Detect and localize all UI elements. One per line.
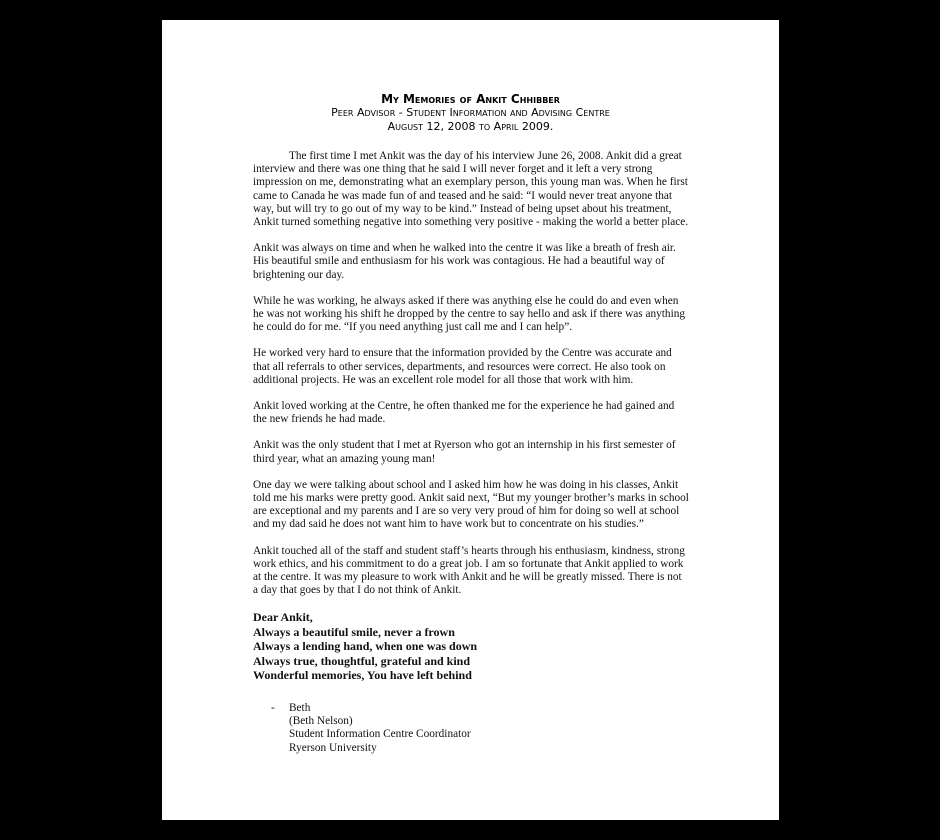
paragraph: The first time I met Ankit was the day of his interview June 26, 2008. Ankit did a great interview and there was one thing that he said I will never forget and it left a very strong impression on me, demonstrating what an exemplary person, this young man was. When he first came to Canada he was made fun of and teased and he said: “I would never treat anyone that way, but will try to go out of my way to be kind.” Instead of being upset about his treatment, Ankit turned something negative into something very positive - making the world a better place. <box>253 150 689 229</box>
document-subtitle: Peer Advisor - Student Information and Advising Centre <box>331 106 610 119</box>
document-header <box>162 92 779 134</box>
poem <box>253 610 689 683</box>
poem-line: Always a beautiful smile, never a frown <box>253 624 455 639</box>
signature-block <box>271 702 689 755</box>
paragraph: Ankit was the only student that I met at Ryerson who got an internship in his first semester of third year, what an amazing young man! <box>253 439 676 465</box>
poem-line: Always a lending hand, when one was down <box>253 639 478 654</box>
document-dates: August 12, 2008 to April 2009. <box>387 120 554 133</box>
poem-line: Always true, thoughtful, grateful and kind <box>253 653 471 668</box>
poem-line: Dear Ankit, <box>253 610 313 625</box>
signature-line: Student Information Centre Coordinator <box>289 728 471 741</box>
document-title: My Memories of Ankit Chhibber <box>381 92 560 106</box>
signature-dash: - <box>271 701 275 714</box>
paragraph: Ankit touched all of the staff and student staff’s hearts through his enthusiasm, kindness, strong work ethics, and his commitment to do a great job. I am so fortunate that Ankit applied to work at the centre. It was my pleasure to work with Ankit and he will be greatly missed. There is not a day that goes by that I do not think of Ankit. <box>253 544 685 597</box>
signature-line: Beth <box>289 701 311 714</box>
document-page <box>162 20 779 820</box>
signature-line: (Beth Nelson) <box>289 715 353 728</box>
paragraph: He worked very hard to ensure that the information provided by the Centre was accurate and that all referrals to other services, departments, and resources were correct. He also took on additional projects. He was an excellent role model for all those that work with him. <box>253 347 672 386</box>
paragraph: Ankit loved working at the Centre, he often thanked me for the experience he had gained and the new friends he had made. <box>253 400 675 426</box>
signature-line: Ryerson University <box>289 741 377 754</box>
paragraph: One day we were talking about school and I asked him how he was doing in his classes, Ankit told me his marks were pretty good. Ankit said next, “But my younger brother’s marks in school are exceptional and my parents and I are so very very proud of him for doing so well at school and my dad said he does not want him to have work but to concentrate on his studies.” <box>253 478 689 531</box>
poem-line: Wonderful memories, You have left behind <box>253 668 472 683</box>
document-body <box>253 150 689 755</box>
paragraph: Ankit was always on time and when he walked into the centre it was like a breath of fresh air. His beautiful smile and enthusiasm for his work was contagious. He had a beautiful way of brightening our day. <box>253 242 676 281</box>
paragraph: While he was working, he always asked if there was anything else he could do and even when he was not working his shift he dropped by the centre to say hello and ask if there was anything he could do for me. “If you need anything just call me and I can help”. <box>253 294 686 334</box>
